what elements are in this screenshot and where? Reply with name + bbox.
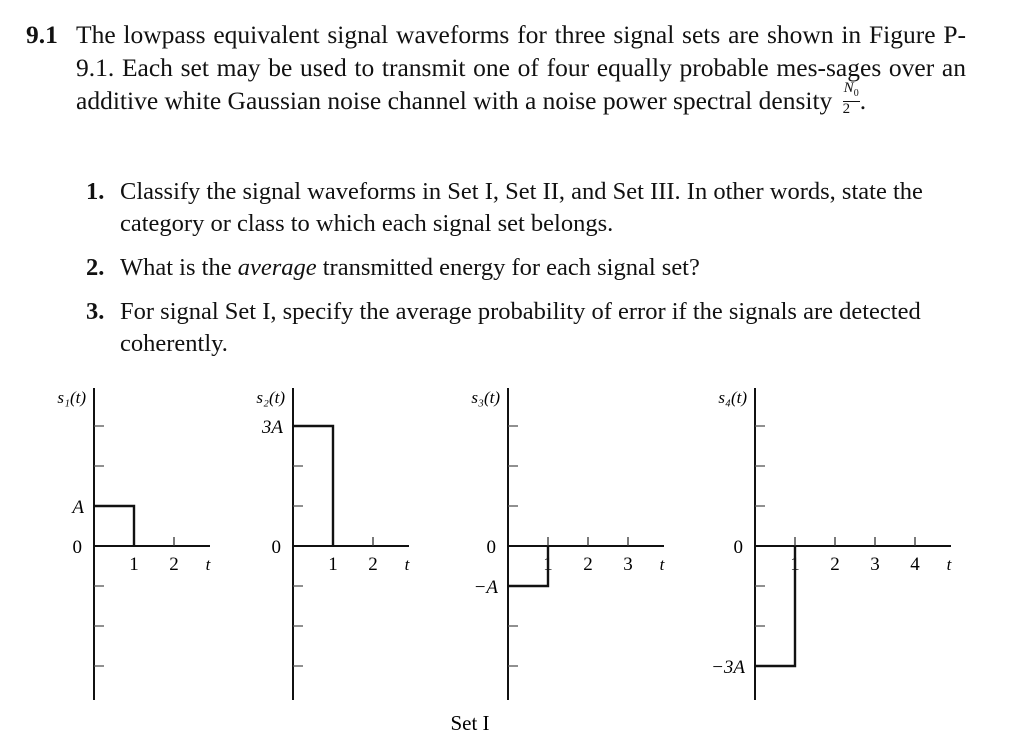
signal-pulse [755, 546, 795, 666]
fraction-denominator: 2 [842, 101, 851, 118]
fraction-numerator-subscript: 0 [853, 88, 859, 100]
amplitude-label: 3A [261, 417, 283, 438]
zero-label: 0 [733, 537, 743, 558]
signal-waveforms-figure [0, 370, 1024, 740]
question-text: Classify the signal waveforms in Set I, Set II, and Set III. In other words, state the category or class to which each signal set belongs. [120, 178, 923, 237]
x-axis-label: t [659, 555, 665, 574]
zero-label: 0 [486, 537, 496, 558]
x-tick-label: 3 [870, 554, 880, 575]
figure-caption: Set I [450, 711, 490, 735]
question-text: For signal Set I, specify the average probability of error if the signals are detected coherently. [120, 298, 921, 357]
problem-statement [26, 18, 966, 121]
fraction-numerator-symbol: N [843, 80, 854, 97]
x-tick-label: 2 [583, 554, 593, 575]
y-axis-label: s₃(t) [471, 388, 500, 407]
signal-pulse [94, 506, 134, 546]
x-tick-label: 4 [910, 554, 920, 575]
x-tick-label: 1 [790, 554, 800, 575]
question-list [86, 176, 966, 372]
question-item [86, 252, 966, 284]
question-text-end: transmitted energy for each signal set? [316, 254, 700, 281]
amplitude-label: −A [473, 577, 498, 598]
x-axis-label: t [946, 555, 952, 574]
question-item [86, 296, 966, 360]
question-text-start: What is the [120, 254, 238, 281]
problem-text [76, 18, 966, 121]
y-axis-label: s₄(t) [718, 388, 747, 407]
x-axis-label: t [205, 555, 211, 574]
question-number: 1. [86, 178, 105, 205]
x-tick-label: 1 [328, 554, 338, 575]
problem-number: 9.1 [26, 20, 58, 49]
zero-label: 0 [72, 537, 82, 558]
question-emphasis: average [237, 254, 317, 281]
fraction-numerator [843, 81, 860, 102]
amplitude-label: A [72, 497, 84, 518]
problem-intro: The lowpass equivalent signal waveforms for three signal sets are shown in Figure P-9.1. Each set may be used to transmit one of four equally probable mes-sages over an additive white Gaussian noise channel with a noise power spectral density [76, 20, 966, 115]
noise-density-fraction [843, 81, 860, 117]
x-tick-label: 3 [623, 554, 633, 575]
y-axis-label: s₂(t) [256, 388, 285, 407]
amplitude-label: −3A [711, 657, 745, 678]
x-tick-label: 2 [368, 554, 378, 575]
signal-pulse [293, 426, 333, 546]
x-tick-label: 2 [169, 554, 179, 575]
signal-pulse [508, 546, 548, 586]
x-tick-label: 1 [129, 554, 139, 575]
question-number: 3. [86, 298, 105, 325]
x-tick-label: 2 [830, 554, 840, 575]
x-tick-label: 1 [543, 554, 553, 575]
question-number: 2. [86, 254, 105, 281]
question-text [120, 254, 700, 281]
zero-label: 0 [271, 537, 281, 558]
x-axis-label: t [404, 555, 410, 574]
question-item [86, 176, 966, 240]
problem-intro-end: . [859, 86, 867, 115]
y-axis-label: s₁(t) [57, 388, 86, 407]
